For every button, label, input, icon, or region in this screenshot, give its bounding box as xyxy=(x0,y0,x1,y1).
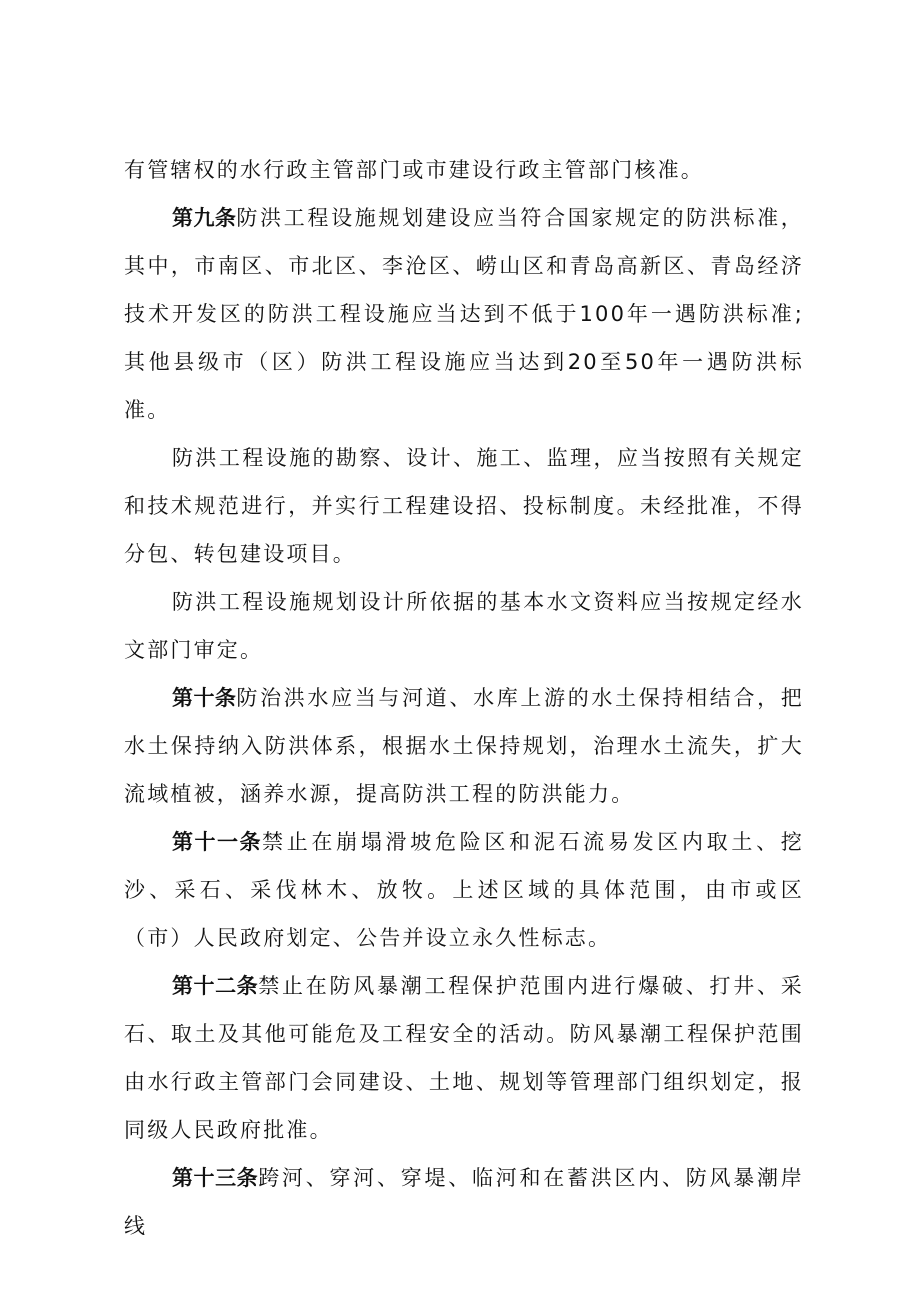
document-body xyxy=(124,146,804,1250)
article-number: 第九条 xyxy=(172,206,237,230)
article-13-paragraph xyxy=(124,1154,804,1250)
paragraph-text: 禁止在崩塌滑坡危险区和泥石流易发区内取土、挖沙、采石、采伐林木、放牧。上述区域的具体范围，由市或区（市）人民政府划定、公告并设立永久性标志。 xyxy=(124,830,804,950)
paragraph-text: 防洪工程设施规划建设应当符合国家规定的防洪标准，其中，市南区、市北区、李沧区、崂山区和青岛高新区、青岛经济技术开发区的防洪工程设施应当达到不低于100年一遇防洪标准;其他县级市（区）防洪工程设施应当达到20至50年一遇防洪标准。 xyxy=(124,206,804,422)
paragraph-text: 有管辖权的水行政主管部门或市建设行政主管部门核准。 xyxy=(124,158,704,182)
article-number: 第十一条 xyxy=(172,830,263,854)
paragraph-text: 防洪工程设施的勘察、设计、施工、监理，应当按照有关规定和技术规范进行，并实行工程建设招、投标制度。未经批准，不得分包、转包建设项目。 xyxy=(124,446,804,566)
article-10-paragraph xyxy=(124,674,804,818)
article-9-paragraph xyxy=(124,194,804,434)
article-12-paragraph xyxy=(124,962,804,1154)
article-9-paragraph-2 xyxy=(124,434,804,578)
paragraph-text: 防洪工程设施规划设计所依据的基本水文资料应当按规定经水文部门审定。 xyxy=(124,590,804,662)
paragraph-text: 禁止在防风暴潮工程保护范围内进行爆破、打井、采石、取土及其他可能危及工程安全的活动。防风暴潮工程保护范围由水行政主管部门会同建设、土地、规划等管理部门组织划定，报同级人民政府批准。 xyxy=(124,974,804,1142)
article-number: 第十三条 xyxy=(172,1166,259,1190)
article-number: 第十二条 xyxy=(172,974,259,998)
paragraph-text: 跨河、穿河、穿堤、临河和在蓄洪区内、防风暴潮岸线 xyxy=(124,1166,804,1238)
paragraph-text: 防治洪水应当与河道、水库上游的水土保持相结合，把水土保持纳入防洪体系，根据水土保持规划，治理水土流失，扩大流域植被，涵养水源，提高防洪工程的防洪能力。 xyxy=(124,686,804,806)
paragraph-continuation xyxy=(124,146,804,194)
article-number: 第十条 xyxy=(172,686,237,710)
article-9-paragraph-3 xyxy=(124,578,804,674)
article-11-paragraph xyxy=(124,818,804,962)
